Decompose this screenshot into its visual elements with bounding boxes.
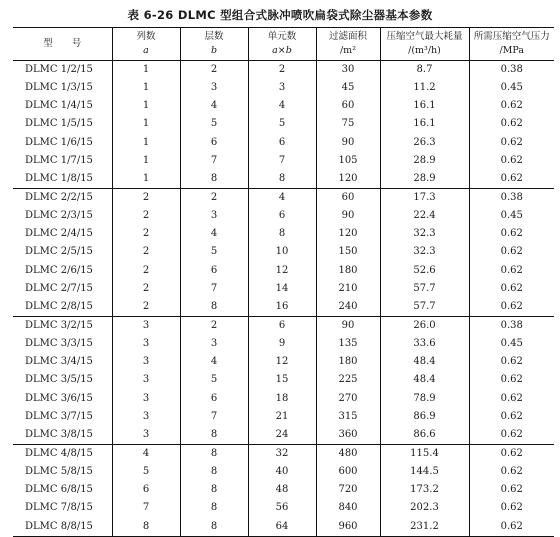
air-cell: 28.9 (380, 152, 469, 170)
air-cell: 26.0 (380, 316, 469, 335)
units-cell: 18 (248, 390, 316, 408)
model-cell: DLMC 3/3/15 (25, 338, 93, 350)
area-cell: 225 (316, 371, 380, 389)
table-row (13, 481, 554, 499)
table-row (13, 426, 554, 445)
model-cell: DLMC 5/8/15 (25, 466, 93, 478)
table-row (13, 518, 554, 537)
units-cell: 2 (248, 61, 316, 80)
header-columns: 列数 a (112, 28, 180, 61)
area-cell: 210 (316, 280, 380, 298)
layers-cell: 4 (180, 353, 248, 371)
area-cell: 120 (316, 170, 380, 189)
model-cell: DLMC 3/5/15 (25, 374, 93, 386)
units-cell: 6 (248, 207, 316, 225)
columns-cell: 2 (112, 243, 180, 261)
pressure-cell: 0.62 (469, 463, 554, 481)
layers-cell: 5 (180, 371, 248, 389)
area-cell: 60 (316, 188, 380, 207)
model-cell: DLMC 2/2/15 (25, 192, 93, 204)
table-row (13, 499, 554, 517)
table-row (13, 463, 554, 481)
area-cell: 960 (316, 518, 380, 537)
columns-cell: 2 (112, 280, 180, 298)
model-cell: DLMC 4/8/15 (25, 448, 93, 460)
model-cell: DLMC 1/5/15 (25, 118, 93, 130)
model-cell: DLMC 3/8/15 (13, 426, 112, 445)
columns-cell: 5 (112, 463, 180, 481)
columns-cell: 2 (112, 225, 180, 243)
pressure-cell: 0.62 (469, 444, 554, 463)
pressure-cell: 0.62 (469, 262, 554, 280)
table-row (13, 170, 554, 189)
layers-cell: 2 (180, 188, 248, 207)
layers-cell: 3 (180, 79, 248, 97)
header-model: 型 号 (13, 28, 112, 61)
area-cell: 315 (316, 408, 380, 426)
model-cell: DLMC 1/3/15 (25, 82, 93, 94)
pressure-cell: 0.62 (469, 280, 554, 298)
area-cell: 480 (316, 444, 380, 463)
model-cell: DLMC 2/7/15 (25, 282, 93, 294)
model-cell: DLMC 1/7/15 (25, 154, 93, 166)
units-cell: 12 (248, 353, 316, 371)
air-cell: 32.3 (380, 243, 469, 261)
air-cell: 16.1 (380, 97, 469, 115)
header-units: 单元数 a×b (248, 28, 316, 61)
area-cell: 135 (316, 335, 380, 353)
layers-cell: 8 (180, 463, 248, 481)
model-cell: DLMC 1/6/15 (25, 136, 93, 148)
pressure-cell: 0.62 (469, 390, 554, 408)
model-cell: DLMC 3/6/15 (25, 392, 93, 404)
pressure-cell: 0.62 (469, 298, 554, 317)
model-cell: DLMC 2/5/15 (25, 246, 93, 258)
layers-cell: 8 (180, 499, 248, 517)
units-cell: 15 (248, 371, 316, 389)
units-cell: 6 (248, 316, 316, 335)
air-cell: 78.9 (380, 390, 469, 408)
area-cell: 240 (316, 298, 380, 317)
table-caption: 表 6-26 DLMC 型组合式脉冲喷吹扁袋式除尘器基本参数 (127, 8, 433, 22)
layers-cell: 8 (180, 481, 248, 499)
layers-cell: 5 (180, 115, 248, 133)
model-cell: DLMC 1/4/15 (25, 100, 93, 112)
air-cell: 11.2 (380, 79, 469, 97)
air-cell: 22.4 (380, 207, 469, 225)
table-row (13, 225, 554, 243)
columns-cell: 1 (112, 97, 180, 115)
columns-cell: 2 (112, 188, 180, 207)
layers-cell: 7 (180, 408, 248, 426)
pressure-cell: 0.62 (469, 481, 554, 499)
header-pressure: 所需压缩空气压力 /MPa (469, 28, 554, 61)
table-row (13, 115, 554, 133)
area-cell: 840 (316, 499, 380, 517)
pressure-cell: 0.62 (469, 115, 554, 133)
pressure-cell: 0.45 (469, 335, 554, 353)
table-row (13, 188, 554, 207)
layers-cell: 8 (180, 170, 248, 189)
units-cell: 3 (248, 79, 316, 97)
layers-cell: 3 (180, 207, 248, 225)
layers-cell: 2 (180, 316, 248, 335)
area-cell: 150 (316, 243, 380, 261)
air-cell: 144.5 (380, 463, 469, 481)
pressure-cell: 0.62 (469, 170, 554, 189)
units-cell: 5 (248, 115, 316, 133)
pressure-cell: 0.38 (469, 188, 554, 207)
pressure-cell: 0.45 (469, 207, 554, 225)
model-cell: DLMC 2/8/15 (13, 298, 112, 317)
table-row (13, 335, 554, 353)
units-cell: 4 (248, 97, 316, 115)
pressure-cell: 0.62 (469, 243, 554, 261)
table-row (13, 280, 554, 298)
air-cell: 57.7 (380, 298, 469, 317)
air-cell: 17.3 (380, 188, 469, 207)
header-area: 过滤面积 /m² (316, 28, 380, 61)
pressure-cell: 0.62 (469, 408, 554, 426)
model-cell: DLMC 8/8/15 (13, 518, 112, 537)
layers-cell: 4 (180, 225, 248, 243)
units-cell: 4 (248, 188, 316, 207)
units-cell: 64 (248, 518, 316, 537)
area-cell: 270 (316, 390, 380, 408)
table-row (13, 316, 554, 335)
model-cell: DLMC 3/2/15 (25, 320, 93, 332)
air-cell: 16.1 (380, 115, 469, 133)
pressure-cell: 0.38 (469, 61, 554, 80)
columns-cell: 2 (112, 262, 180, 280)
area-cell: 180 (316, 262, 380, 280)
table-row (13, 371, 554, 389)
columns-cell: 1 (112, 170, 180, 189)
air-cell: 86.9 (380, 408, 469, 426)
table-row (13, 97, 554, 115)
area-cell: 600 (316, 463, 380, 481)
model-cell: DLMC 2/6/15 (25, 264, 93, 276)
units-cell: 10 (248, 243, 316, 261)
table-row (13, 207, 554, 225)
area-cell: 90 (316, 316, 380, 335)
pressure-cell: 0.62 (469, 97, 554, 115)
table-row (13, 408, 554, 426)
pressure-cell: 0.62 (469, 518, 554, 537)
air-cell: 115.4 (380, 444, 469, 463)
air-cell: 86.6 (380, 426, 469, 445)
air-cell: 26.3 (380, 134, 469, 152)
layers-cell: 4 (180, 97, 248, 115)
units-cell: 56 (248, 499, 316, 517)
units-cell: 32 (248, 444, 316, 463)
air-cell: 48.4 (380, 353, 469, 371)
columns-cell: 3 (112, 390, 180, 408)
units-cell: 9 (248, 335, 316, 353)
columns-cell: 4 (112, 444, 180, 463)
pressure-cell: 0.38 (469, 316, 554, 335)
header-row (13, 28, 554, 61)
pressure-cell: 0.62 (469, 152, 554, 170)
model-cell: DLMC 2/4/15 (25, 228, 93, 240)
columns-cell: 3 (112, 408, 180, 426)
layers-cell: 7 (180, 152, 248, 170)
air-cell: 8.7 (380, 61, 469, 80)
table-row (13, 134, 554, 152)
pressure-cell: 0.62 (469, 134, 554, 152)
air-cell: 52.6 (380, 262, 469, 280)
area-cell: 720 (316, 481, 380, 499)
model-cell: DLMC 3/4/15 (25, 356, 93, 368)
layers-cell: 7 (180, 280, 248, 298)
air-cell: 173.2 (380, 481, 469, 499)
area-cell: 90 (316, 207, 380, 225)
air-cell: 28.9 (380, 170, 469, 189)
area-cell: 180 (316, 353, 380, 371)
units-cell: 8 (248, 225, 316, 243)
area-cell: 120 (316, 225, 380, 243)
area-cell: 30 (316, 61, 380, 80)
columns-cell: 8 (112, 518, 180, 537)
columns-cell: 1 (112, 61, 180, 80)
columns-cell: 1 (112, 79, 180, 97)
units-cell: 12 (248, 262, 316, 280)
table-row (13, 152, 554, 170)
layers-cell: 8 (180, 426, 248, 445)
area-cell: 90 (316, 134, 380, 152)
table-row (13, 353, 554, 371)
air-cell: 33.6 (380, 335, 469, 353)
area-cell: 105 (316, 152, 380, 170)
layers-cell: 8 (180, 298, 248, 317)
columns-cell: 2 (112, 298, 180, 317)
model-cell: DLMC 1/8/15 (13, 170, 112, 189)
area-cell: 45 (316, 79, 380, 97)
units-cell: 21 (248, 408, 316, 426)
air-cell: 57.7 (380, 280, 469, 298)
units-cell: 7 (248, 152, 316, 170)
pressure-cell: 0.45 (469, 79, 554, 97)
parameter-table (13, 27, 554, 537)
air-cell: 202.3 (380, 499, 469, 517)
air-cell: 231.2 (380, 518, 469, 537)
layers-cell: 8 (180, 518, 248, 537)
units-cell: 8 (248, 170, 316, 189)
layers-cell: 6 (180, 262, 248, 280)
model-cell: DLMC 6/8/15 (25, 484, 93, 496)
units-cell: 6 (248, 134, 316, 152)
pressure-cell: 0.62 (469, 426, 554, 445)
columns-cell: 1 (112, 115, 180, 133)
units-cell: 24 (248, 426, 316, 445)
table-row (13, 390, 554, 408)
columns-cell: 3 (112, 316, 180, 335)
layers-cell: 6 (180, 390, 248, 408)
columns-cell: 6 (112, 481, 180, 499)
columns-cell: 3 (112, 426, 180, 445)
header-air-consumption: 压缩空气最大耗量 /(m³/h) (380, 28, 469, 61)
layers-cell: 5 (180, 243, 248, 261)
columns-cell: 1 (112, 152, 180, 170)
header-layers: 层数 b (180, 28, 248, 61)
pressure-cell: 0.62 (469, 353, 554, 371)
area-cell: 75 (316, 115, 380, 133)
layers-cell: 2 (180, 61, 248, 80)
model-cell: DLMC 2/3/15 (25, 210, 93, 222)
model-cell: DLMC 1/2/15 (25, 64, 93, 76)
air-cell: 48.4 (380, 371, 469, 389)
pressure-cell: 0.62 (469, 225, 554, 243)
table-row (13, 298, 554, 317)
area-cell: 60 (316, 97, 380, 115)
columns-cell: 2 (112, 207, 180, 225)
units-cell: 48 (248, 481, 316, 499)
table-row (13, 444, 554, 463)
units-cell: 14 (248, 280, 316, 298)
pressure-cell: 0.62 (469, 499, 554, 517)
table-row (13, 243, 554, 261)
air-cell: 32.3 (380, 225, 469, 243)
columns-cell: 3 (112, 371, 180, 389)
columns-cell: 7 (112, 499, 180, 517)
units-cell: 40 (248, 463, 316, 481)
model-cell: DLMC 7/8/15 (25, 502, 93, 514)
model-cell: DLMC 3/7/15 (25, 410, 93, 422)
table-row (13, 61, 554, 80)
pressure-cell: 0.62 (469, 371, 554, 389)
layers-cell: 3 (180, 335, 248, 353)
table-row (13, 262, 554, 280)
table-body (13, 61, 554, 537)
layers-cell: 6 (180, 134, 248, 152)
columns-cell: 3 (112, 335, 180, 353)
columns-cell: 1 (112, 134, 180, 152)
layers-cell: 8 (180, 444, 248, 463)
table-row (13, 79, 554, 97)
units-cell: 16 (248, 298, 316, 317)
columns-cell: 3 (112, 353, 180, 371)
area-cell: 360 (316, 426, 380, 445)
